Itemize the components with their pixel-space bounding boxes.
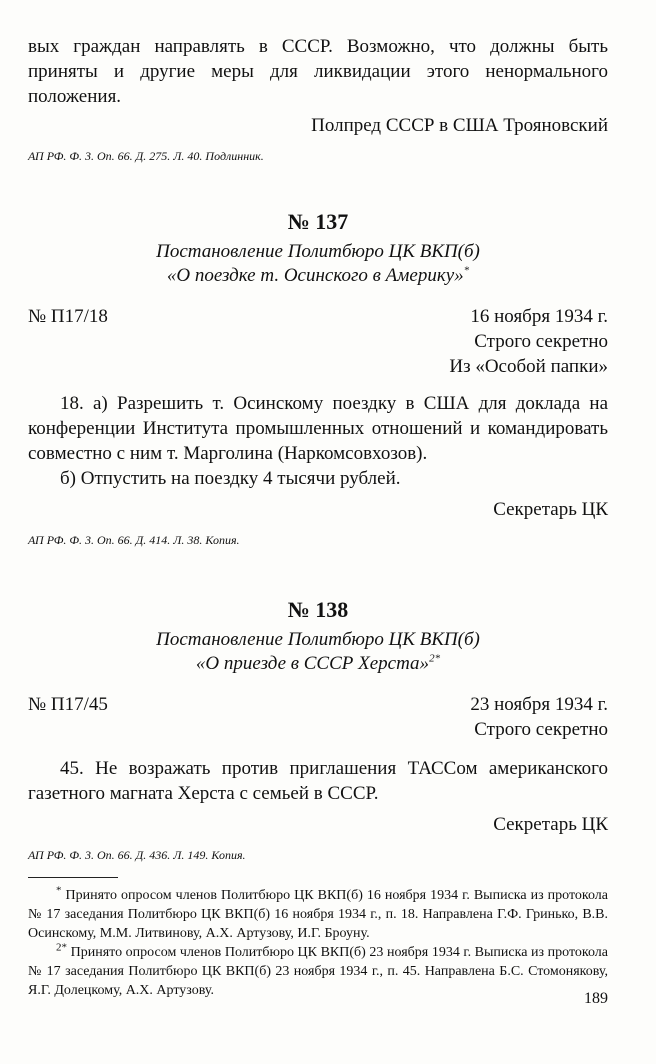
intro-source: АП РФ. Ф. 3. Оп. 66. Д. 275. Л. 40. Подлинник. [28, 149, 264, 163]
doc138-title-line1: Постановление Политбюро ЦК ВКП(б) [156, 629, 480, 650]
doc138-secrecy: Строго секретно [474, 719, 608, 740]
doc138-title-line2 [28, 652, 608, 676]
doc138-number: № 138 [287, 597, 349, 622]
doc137-title-text: «О поездке т. Осинского в Америку» [166, 265, 464, 286]
footnote-2 [28, 943, 608, 1000]
doc138-date: 23 ноября 1934 г. [470, 694, 608, 715]
footnote-1-text: Принято опросом членов Политбюро ЦК ВКП(б) 16 ноября 1934 г. Выписка из протокола № 17 заседания Политбюро ЦК ВКП(б) 16 ноября 1934 г., п. 18. Направлена Г.Ф. Гринько, В.В. Осинскому, М.М. Литвинову, А.Х. Артузову, И.Г. Броуну. [28, 888, 608, 941]
intro-signature: Полпред СССР в США Трояновский [311, 115, 608, 136]
doc138-ref-row [28, 692, 608, 717]
doc138-source: АП РФ. Ф. 3. Оп. 66. Д. 436. Л. 149. Копия. [28, 848, 246, 862]
footnote-1-marker: * [56, 884, 62, 897]
doc137-signature: Секретарь ЦК [493, 499, 608, 520]
doc138-point: 45. Не возражать против приглашения ТАССом американского газетного магната Херста с семьей в СССР. [28, 758, 608, 804]
doc137-ref-row [28, 304, 608, 329]
footnote-2-marker: 2* [56, 941, 67, 954]
footnote-divider [28, 877, 118, 878]
doc138-footnote-marker: 2* [429, 652, 441, 665]
document-page [28, 34, 608, 1000]
doc137-title-line2 [28, 264, 608, 288]
doc137-ref: № П17/18 [28, 306, 108, 327]
doc137-title-line1: Постановление Политбюро ЦК ВКП(б) [156, 241, 480, 262]
doc137-folder: Из «Особой папки» [449, 356, 608, 377]
doc138-title-text: «О приезде в СССР Херста» [195, 653, 430, 674]
intro-continuation: вых граждан направлять в СССР. Возможно, что должны быть приняты и другие меры для ликвидации этого ненормального положения. [28, 36, 608, 107]
doc138-ref: № П17/45 [28, 694, 108, 715]
page-number: 189 [584, 990, 608, 1007]
doc137-date: 16 ноября 1934 г. [470, 306, 608, 327]
doc137-number: № 137 [287, 209, 349, 234]
doc138-signature: Секретарь ЦК [493, 814, 608, 835]
doc137-point-a: 18. а) Разрешить т. Осинскому поездку в США для доклада на конференции Института промышленных отношений и командировать совместно с ним т. Марголина (Наркомсовхозов). [28, 393, 608, 464]
doc137-footnote-marker: * [463, 264, 470, 277]
doc137-point-b: б) Отпустить на поездку 4 тысячи рублей. [60, 468, 401, 489]
doc137-source: АП РФ. Ф. 3. Оп. 66. Д. 414. Л. 38. Копия. [28, 533, 240, 547]
footnote-1 [28, 886, 608, 943]
doc137-secrecy: Строго секретно [474, 331, 608, 352]
footnote-2-text: Принято опросом членов Политбюро ЦК ВКП(б) 23 ноября 1934 г. Выписка из протокола № 17 заседания Политбюро ЦК ВКП(б) 23 ноября 1934 г., п. 45. Направлена Б.С. Стомонякову, Я.Г. Долецкому, А.Х. Артузову. [28, 945, 608, 998]
